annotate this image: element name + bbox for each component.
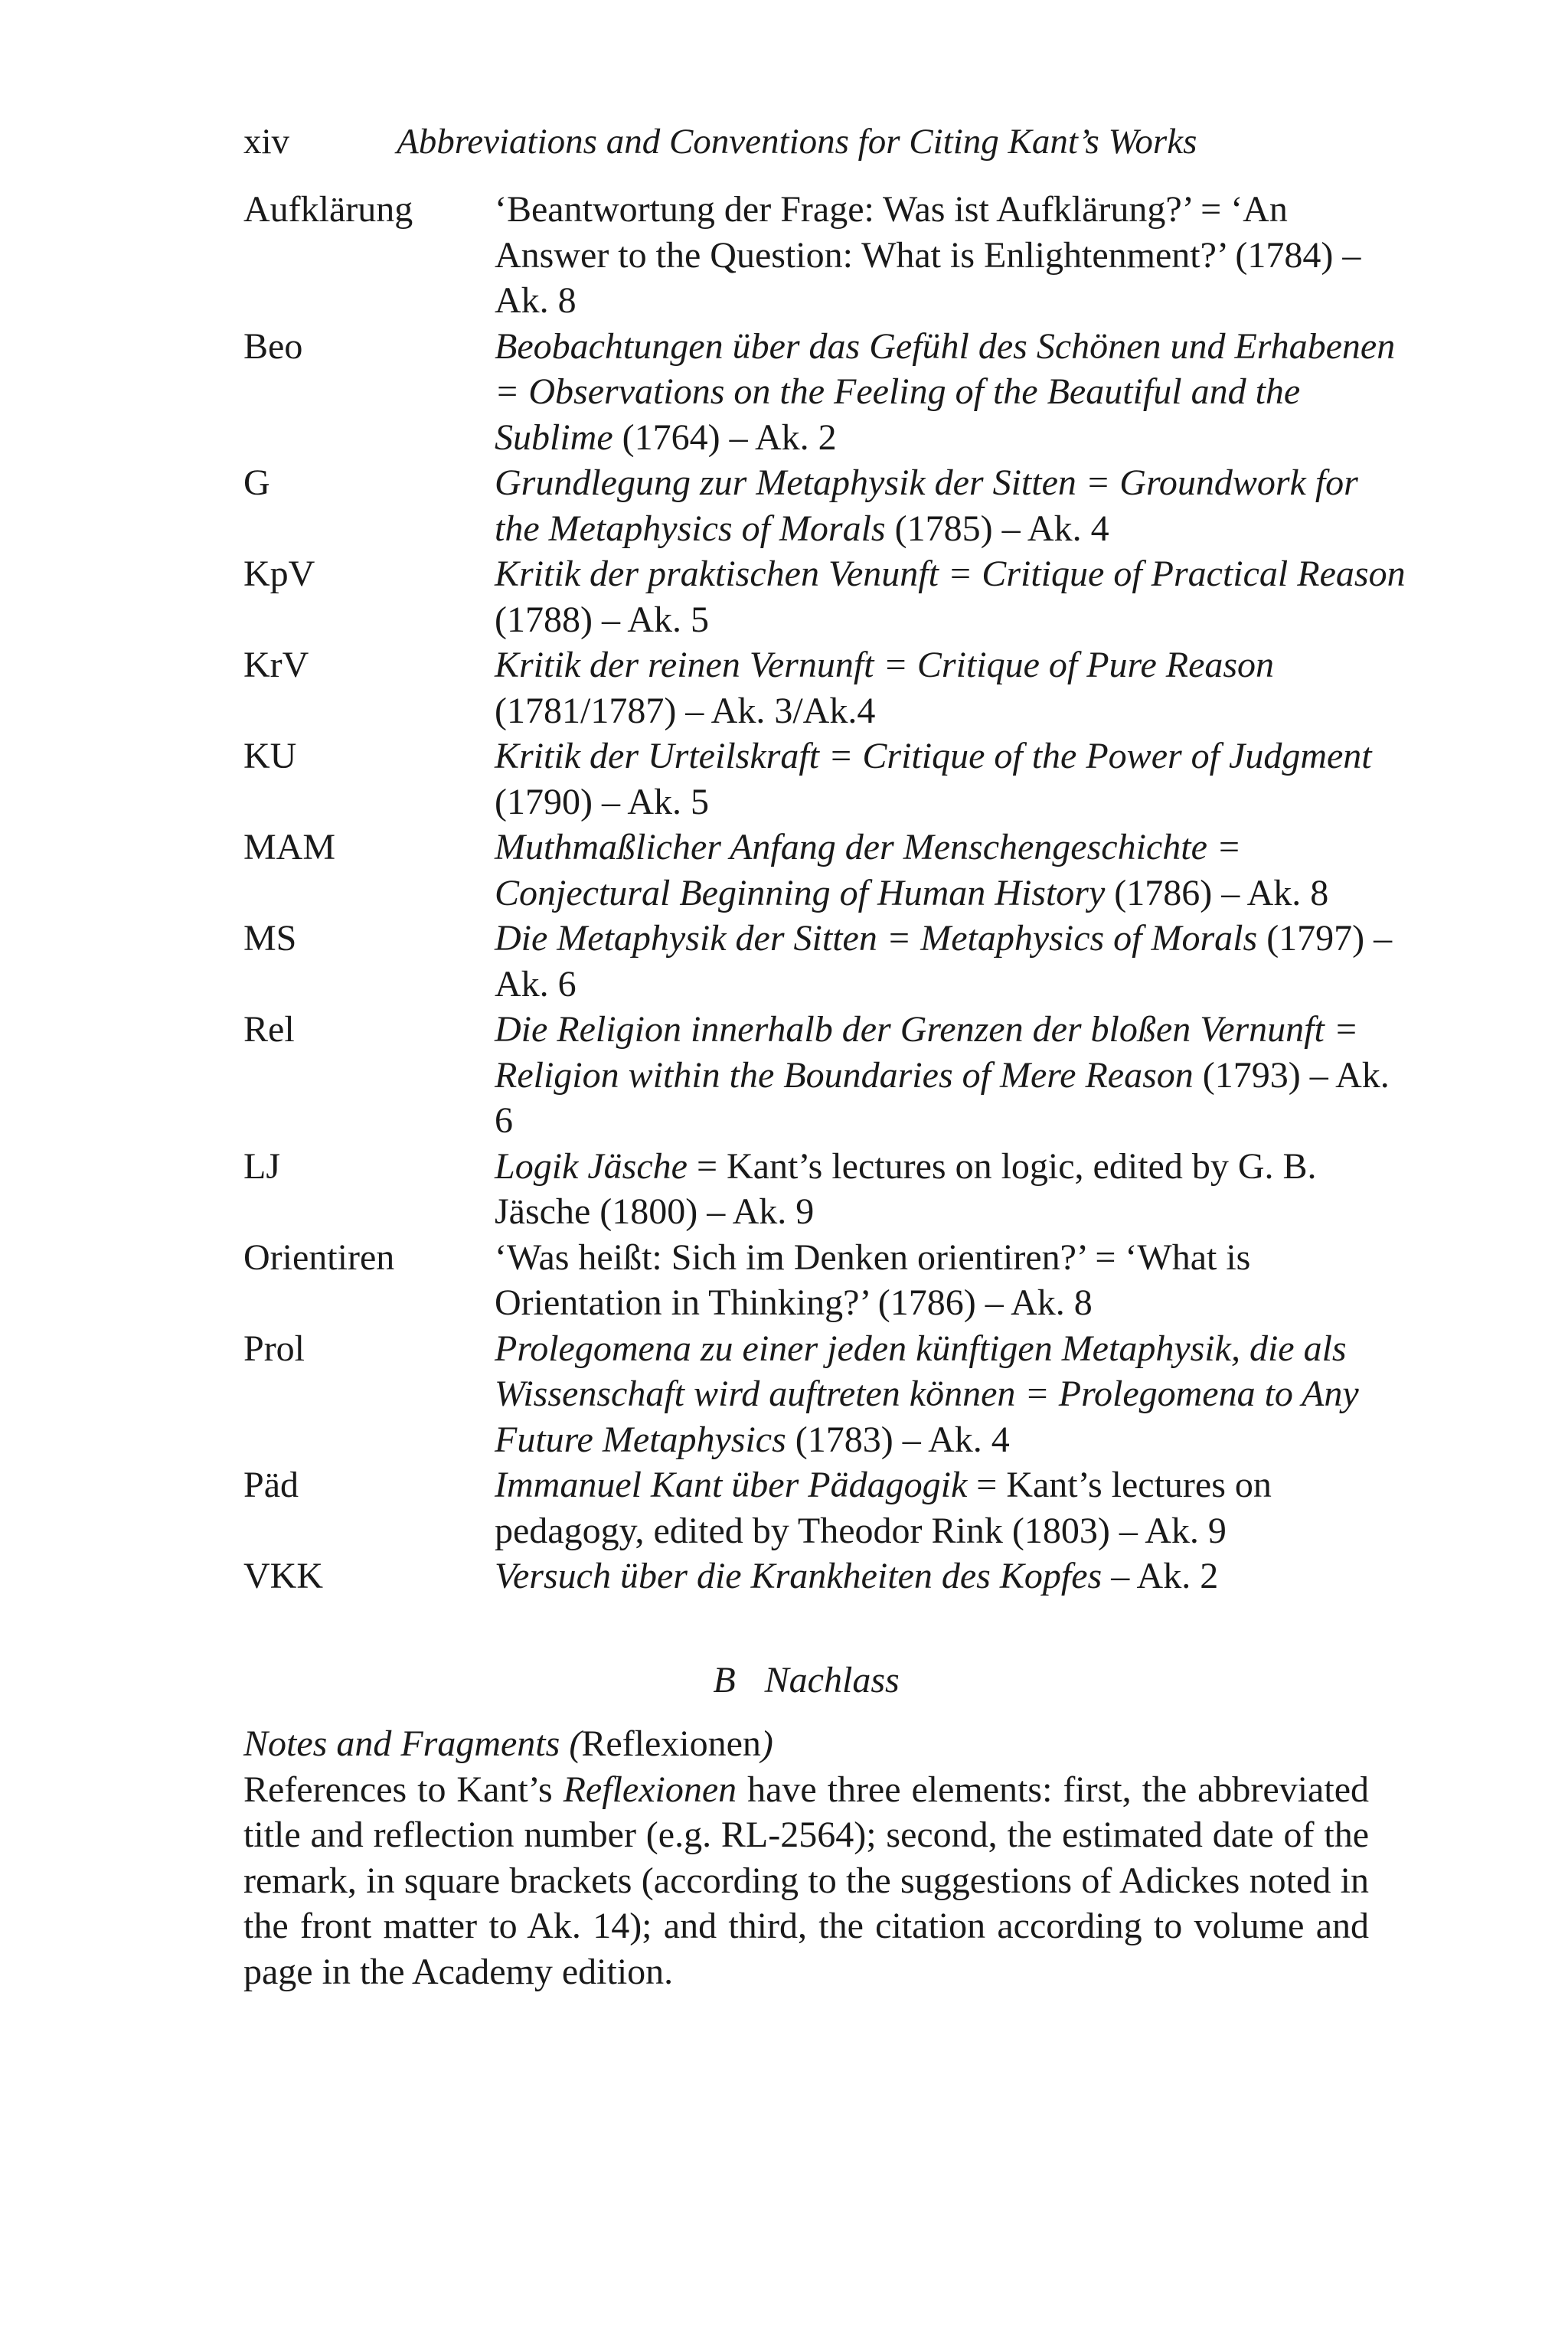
abbreviation-key: LJ — [243, 1145, 280, 1187]
abbreviation-title — [495, 825, 1406, 916]
work-title-italic: Immanuel Kant über Pädagogik — [495, 1465, 968, 1505]
section-letter: B — [713, 1660, 736, 1700]
work-citation: (1790) – Ak. 5 — [495, 781, 709, 822]
work-title-italic: Grundlegung zur Metaphysik der Sitten = Groundwork for the Metaphysics of Morals — [495, 462, 1358, 549]
abbreviation-entry — [243, 1553, 1407, 1599]
abbreviation-entry — [243, 324, 1407, 461]
running-head-title: Abbreviations and Conventions for Citing Kant’s Works — [397, 122, 1197, 162]
abbreviation-title — [495, 642, 1406, 733]
work-citation: (1785) – Ak. 4 — [885, 508, 1109, 549]
abbreviation-entry — [243, 642, 1407, 733]
work-citation: (1783) – Ak. 4 — [786, 1419, 1010, 1460]
notes-heading-close: ) — [760, 1723, 773, 1764]
abbreviation-key: Aufklärung — [243, 189, 413, 230]
abbreviation-key: Rel — [243, 1009, 295, 1050]
abbreviation-title — [495, 324, 1406, 461]
abbreviation-title — [495, 733, 1406, 825]
abbreviation-entry — [243, 1326, 1407, 1463]
abbreviation-key: KU — [243, 736, 297, 776]
abbreviation-entry — [243, 460, 1407, 551]
work-citation: = Kant’s lectures on logic, edited by G. B. Jäsche (1800) – Ak. 9 — [495, 1145, 1317, 1232]
work-citation: (1788) – Ak. 5 — [495, 599, 709, 640]
abbreviation-entry — [243, 187, 1407, 324]
work-title-italic: Beobachtungen über das Gefühl des Schönen und Erhabenen = Observations on the Feeling of the Beautiful and the Sublime — [495, 325, 1396, 458]
section-title: Nachlass — [764, 1660, 900, 1700]
notes-heading — [243, 1721, 1369, 1767]
abbreviation-key: Prol — [243, 1328, 305, 1369]
abbreviation-entry — [243, 825, 1407, 916]
work-citation: – Ak. 2 — [1102, 1556, 1219, 1596]
work-citation: (1786) – Ak. 8 — [1105, 872, 1329, 913]
work-title-italic: Kritik der praktischen Venunft = Critique of Practical Reason — [495, 554, 1406, 594]
page-number: xiv — [243, 122, 290, 162]
abbreviation-key: KrV — [243, 645, 309, 685]
abbreviation-title — [495, 1326, 1406, 1463]
work-citation: (1764) – Ak. 2 — [612, 416, 837, 458]
abbreviation-entry — [243, 733, 1407, 825]
work-title-italic: Logik Jäsche — [495, 1145, 688, 1187]
abbreviation-entry — [243, 551, 1407, 642]
notes-heading-italic: Notes and Fragments ( — [243, 1723, 582, 1764]
work-title-italic: Die Metaphysik der Sitten = Metaphysics of Morals — [495, 918, 1258, 959]
notes-heading-roman: Reflexionen — [581, 1723, 761, 1764]
abbreviation-key: MS — [243, 918, 297, 959]
running-head — [243, 115, 1407, 168]
abbreviation-entry — [243, 1144, 1407, 1235]
abbreviation-title — [495, 1553, 1406, 1599]
abbreviation-title — [495, 187, 1406, 324]
work-citation: ‘Beantwortung der Frage: Was ist Aufklärung?’ = ‘An Answer to the Question: What is Enlightenment?’ (1784) – Ak. 8 — [495, 189, 1361, 321]
abbreviation-title — [495, 1144, 1406, 1235]
abbreviations-list — [243, 187, 1407, 1599]
abbreviation-key: KpV — [243, 554, 315, 594]
notes-text-2: have three elements: first, the abbreviated title and reflection number (e.g. RL-2564); second, the estimated date of the remark, in square brackets (according to the suggestions of Adickes noted in the front matter to Ak. 14); and third, the citation according to volume and page in the Academy edition. — [243, 1769, 1369, 1992]
abbreviation-title — [495, 1462, 1406, 1553]
section-heading — [243, 1654, 1369, 1707]
abbreviation-title — [495, 1007, 1406, 1144]
work-citation: (1781/1787) – Ak. 3/Ak.4 — [495, 690, 876, 731]
abbreviation-entry — [243, 1462, 1407, 1553]
notes-section — [243, 1721, 1369, 1994]
abbreviation-key: VKK — [243, 1556, 323, 1596]
abbreviation-title — [495, 1235, 1406, 1326]
abbreviation-key: G — [243, 462, 270, 503]
abbreviation-entry — [243, 1235, 1407, 1326]
work-title-italic: Kritik der Urteilskraft = Critique of the Power of Judgment — [495, 736, 1372, 776]
abbreviation-key: Päd — [243, 1465, 299, 1505]
work-citation: (1793) – Ak. 6 — [495, 1054, 1390, 1141]
work-title-italic: Kritik der reinen Vernunft = Critique of Pure Reason — [495, 645, 1275, 685]
abbreviation-title — [495, 551, 1406, 642]
notes-text-1: References to Kant’s — [243, 1769, 564, 1810]
work-citation: ‘Was heißt: Sich im Denken orientiren?’ = ‘What is Orientation in Thinking?’ (1786) – Ak. 8 — [495, 1236, 1251, 1323]
abbreviation-key: Beo — [243, 325, 303, 367]
abbreviation-title — [495, 460, 1406, 551]
work-title-italic: Muthmaßlicher Anfang der Menschengeschichte = Conjectural Beginning of Human History — [495, 827, 1242, 913]
abbreviation-entry — [243, 916, 1407, 1007]
notes-text-italic: Reflexionen — [563, 1769, 737, 1810]
work-citation: (1797) – Ak. 6 — [495, 918, 1393, 1004]
work-citation: = Kant’s lectures on pedagogy, edited by Theodor Rink (1803) – Ak. 9 — [495, 1465, 1272, 1551]
work-title-italic: Versuch über die Krankheiten des Kopfes — [495, 1556, 1102, 1596]
work-title-italic: Prolegomena zu einer jeden künftigen Metaphysik, die als Wissenschaft wird auftreten können = Prolegomena to Any Future Metaphysics — [495, 1328, 1359, 1460]
abbreviation-title — [495, 916, 1406, 1007]
abbreviation-key: Orientiren — [243, 1236, 395, 1278]
abbreviation-entry — [243, 1007, 1407, 1144]
work-title-italic: Die Religion innerhalb der Grenzen der bloßen Vernunft = Religion within the Boundaries of Mere Reason — [495, 1009, 1359, 1096]
notes-paragraph — [243, 1767, 1369, 1995]
abbreviation-key: MAM — [243, 827, 336, 867]
